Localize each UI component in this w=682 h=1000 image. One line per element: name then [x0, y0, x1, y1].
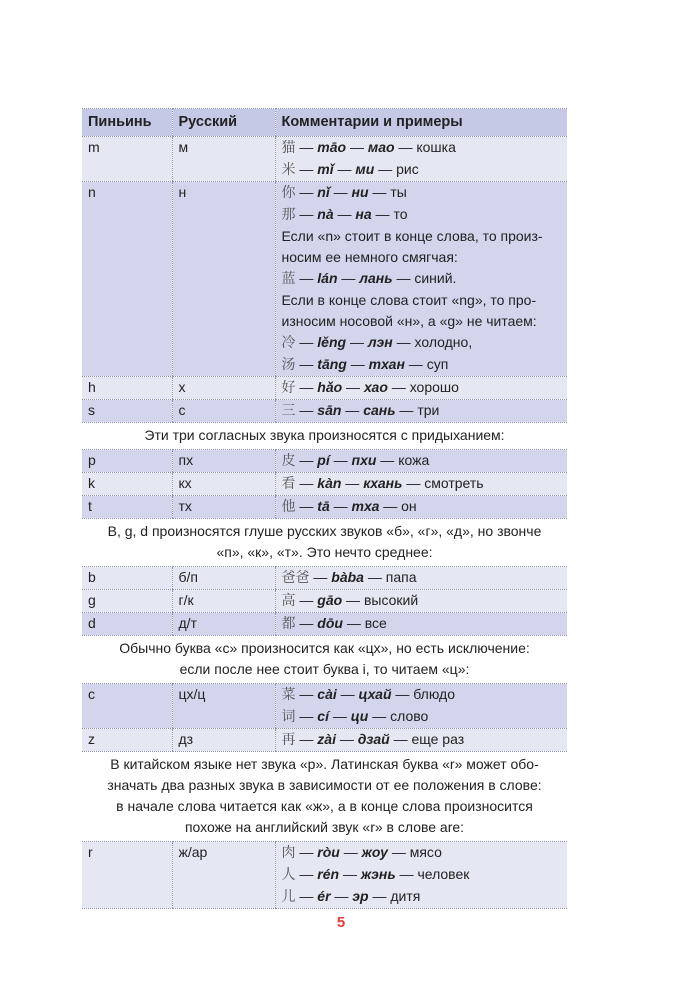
note-line: Обычно буква «c» произносится как «цх», но есть исключение:: [119, 640, 530, 656]
pinyin-reading: bàba: [331, 569, 364, 585]
russian-reading: дзай: [357, 731, 390, 747]
pinyin-reading: cí: [317, 708, 329, 724]
russian-cell: пх: [172, 450, 275, 473]
example-line: 皮 — pí — пхи — кожа: [281, 452, 430, 469]
note-line: значать два разных звука в зависимости от ее положения в слове:: [107, 777, 542, 793]
examples-cell: [275, 377, 567, 400]
example-line: 高 — gāo — высокий: [281, 592, 419, 609]
pinyin-cell: k: [82, 473, 172, 496]
consonant-table: [82, 566, 567, 636]
russian-cell: н: [172, 182, 275, 377]
russian-reading: ци: [350, 708, 369, 724]
pinyin-reading: kàn: [317, 475, 342, 491]
header-col1: Пиньинь: [82, 109, 172, 137]
hanzi: 猫: [281, 140, 296, 156]
russian-reading: кхань: [363, 475, 403, 491]
pinyin-reading: tāng: [317, 356, 347, 372]
table-row: [82, 613, 567, 636]
examples-cell: [275, 613, 567, 636]
section-note: [82, 423, 567, 449]
pinyin-reading: ròu: [317, 844, 340, 860]
pinyin-reading: sān: [317, 402, 342, 418]
russian-reading: эр: [352, 888, 369, 904]
russian-cell: б/п: [172, 567, 275, 590]
example-line: 汤 — tāng — тхан — суп: [281, 356, 449, 373]
meaning: все: [364, 615, 387, 631]
table-header-row: [82, 109, 567, 137]
header-col3: Комментарии и примеры: [275, 109, 567, 137]
pinyin-reading: nǐ: [317, 184, 330, 200]
consonant-table: [82, 683, 567, 752]
hanzi: 好: [281, 380, 296, 396]
russian-reading: лэн: [367, 334, 393, 350]
russian-reading: ми: [355, 161, 375, 177]
note-line: похоже на английский звук «r» в слове are:: [184, 819, 465, 835]
meaning: синий.: [414, 270, 457, 286]
hanzi: 你: [281, 185, 296, 201]
note-line: «п», «к», «т». Это нечто среднее:: [216, 544, 433, 560]
meaning: высокий: [363, 592, 419, 608]
table-row: [82, 729, 567, 752]
examples-cell: [275, 590, 567, 613]
hanzi: 他: [281, 499, 296, 515]
russian-cell: дз: [172, 729, 275, 752]
hanzi: 高: [281, 593, 296, 609]
meaning: он: [401, 498, 417, 514]
example-line: [282, 226, 562, 247]
pinyin-reading: nà: [317, 206, 334, 222]
pinyin-cell: s: [82, 400, 172, 423]
example-line: 三 — sān — сань — три: [281, 402, 440, 419]
russian-reading: пхи: [351, 452, 377, 468]
pinyin-reading: cài: [317, 686, 337, 702]
pinyin-reading: lán: [317, 270, 338, 286]
example-line: 词 — cí — ци — слово: [281, 708, 429, 725]
page-number: 5: [336, 914, 346, 931]
hanzi: 汤: [281, 357, 296, 373]
pinyin-cell: d: [82, 613, 172, 636]
meaning: смотреть: [424, 475, 484, 491]
examples-cell: [275, 729, 567, 752]
table-row: [82, 567, 567, 590]
comment-text: носим ее немного смягчая:: [281, 249, 458, 265]
russian-reading: жоу: [361, 844, 388, 860]
russian-reading: лань: [359, 270, 393, 286]
meaning: ты: [390, 184, 407, 200]
russian-cell: тх: [172, 496, 275, 519]
table-row: [82, 473, 567, 496]
section-note: [82, 752, 567, 841]
meaning: то: [393, 206, 408, 222]
example-line: 蓝 — lán — лань — синий.: [281, 270, 457, 287]
pinyin-cell: b: [82, 567, 172, 590]
pinyin-reading: pí: [317, 452, 330, 468]
meaning: хорошо: [409, 379, 459, 395]
russian-cell: г/к: [172, 590, 275, 613]
consonant-table: [82, 449, 567, 519]
example-line: 米 — mǐ — ми — рис: [281, 161, 419, 178]
table-row: [82, 684, 567, 729]
hanzi: 皮: [281, 453, 296, 469]
section-note: [82, 519, 567, 566]
hanzi: 肉: [281, 845, 296, 861]
hanzi: 米: [281, 162, 296, 178]
meaning: слово: [390, 708, 429, 724]
meaning: мясо: [409, 844, 442, 860]
hanzi: 蓝: [281, 271, 296, 287]
example-line: 菜 — cài — цхай — блюдо: [281, 686, 456, 703]
example-line: 好 — hǎo — хао — хорошо: [281, 379, 459, 396]
meaning: кошка: [416, 139, 456, 155]
examples-cell: [275, 137, 567, 182]
comment-text: Если в конце слова стоит «ng», то про-: [281, 292, 537, 308]
pinyin-reading: tā: [317, 498, 330, 514]
pinyin-cell: c: [82, 684, 172, 729]
pinyin-cell: t: [82, 496, 172, 519]
table-row: [82, 137, 567, 182]
comment-text: износим носовой «н», а «g» не читаем:: [281, 313, 537, 329]
table-row: [82, 182, 567, 377]
hanzi: 爸爸: [281, 570, 310, 586]
hanzi: 人: [281, 867, 296, 883]
example-line: 他 — tā — тха — он: [281, 498, 417, 515]
russian-cell: цх/ц: [172, 684, 275, 729]
comment-text: Если «n» стоит в конце слова, то произ-: [281, 228, 543, 244]
russian-reading: хао: [363, 379, 388, 395]
example-line: [282, 247, 562, 268]
meaning: три: [417, 402, 440, 418]
meaning: папа: [385, 569, 417, 585]
pinyin-reading: lěng: [317, 334, 347, 350]
hanzi: 那: [281, 207, 296, 223]
russian-reading: тха: [351, 498, 380, 514]
examples-cell: [275, 567, 567, 590]
hanzi: 儿: [281, 889, 296, 905]
russian-cell: ж/ар: [172, 842, 275, 909]
russian-cell: м: [172, 137, 275, 182]
note-line: если после нее стоит буква i, то читаем «ц»:: [179, 661, 470, 677]
example-line: 都 — dōu — все: [281, 615, 387, 632]
meaning: человек: [417, 866, 470, 882]
consonant-table-block: [82, 108, 567, 909]
table-row: [82, 590, 567, 613]
section-note: [82, 636, 567, 683]
note-line: B, g, d произносятся глуше русских звуков «б», «г», «д», но звонче: [107, 523, 542, 539]
examples-cell: [275, 182, 567, 377]
examples-cell: [275, 473, 567, 496]
note-line: В китайском языке нет звука «р». Латинская буква «r» может обо-: [110, 756, 539, 772]
example-line: 再 — zài — дзай — еще раз: [281, 731, 465, 748]
note-line: Эти три согласных звука произносятся с придыханием:: [144, 427, 505, 443]
table-row: [82, 842, 567, 909]
hanzi: 看: [281, 476, 296, 492]
meaning: еще раз: [411, 731, 465, 747]
pinyin-cell: p: [82, 450, 172, 473]
table-row: [82, 450, 567, 473]
example-line: 冷 — lěng — лэн — холодно,: [281, 334, 473, 351]
example-line: 看 — kàn — кхань — смотреть: [281, 475, 484, 492]
russian-reading: жэнь: [360, 866, 396, 882]
header-col2: Русский: [172, 109, 275, 137]
example-line: [282, 290, 562, 311]
russian-cell: кх: [172, 473, 275, 496]
pinyin-reading: gāo: [317, 592, 343, 608]
pinyin-cell: h: [82, 377, 172, 400]
meaning: кожа: [398, 452, 430, 468]
pinyin-reading: māo: [317, 139, 347, 155]
meaning: суп: [426, 356, 449, 372]
pinyin-reading: zài: [317, 731, 336, 747]
table-row: [82, 496, 567, 519]
hanzi: 词: [281, 709, 296, 725]
pinyin-reading: hǎo: [317, 379, 343, 395]
example-line: [282, 311, 562, 332]
example-line: 你 — nǐ — ни — ты: [281, 184, 407, 201]
meaning: холодно,: [414, 334, 473, 350]
meaning: рис: [396, 161, 419, 177]
example-line: 爸爸 — bàba — папа: [281, 569, 417, 586]
examples-cell: [275, 842, 567, 909]
pinyin-cell: z: [82, 729, 172, 752]
table-row: [82, 400, 567, 423]
examples-cell: [275, 684, 567, 729]
pinyin-reading: dōu: [317, 615, 343, 631]
example-line: 人 — rén — жэнь — человек: [281, 866, 470, 883]
russian-reading: сань: [363, 402, 396, 418]
examples-cell: [275, 400, 567, 423]
pinyin-reading: mǐ: [317, 161, 334, 177]
russian-cell: д/т: [172, 613, 275, 636]
note-line: в начале слова читается как «ж», а в конце слова произносится: [116, 798, 533, 814]
russian-reading: цхай: [358, 686, 392, 702]
consonant-table: [82, 841, 567, 909]
pinyin-reading: rén: [317, 866, 340, 882]
examples-cell: [275, 496, 567, 519]
examples-cell: [275, 450, 567, 473]
russian-reading: ни: [351, 184, 369, 200]
example-line: 肉 — ròu — жоу — мясо: [281, 844, 442, 861]
consonant-table: [82, 108, 567, 423]
pinyin-cell: n: [82, 182, 172, 377]
hanzi: 都: [281, 616, 296, 632]
example-line: 那 — nà — на — то: [281, 206, 408, 223]
meaning: дитя: [390, 888, 421, 904]
russian-reading: мао: [367, 139, 395, 155]
hanzi: 再: [281, 732, 296, 748]
hanzi: 三: [281, 403, 296, 419]
hanzi: 冷: [281, 335, 296, 351]
hanzi: 菜: [281, 687, 296, 703]
pinyin-cell: g: [82, 590, 172, 613]
example-line: 猫 — māo — мао — кошка: [281, 139, 456, 156]
russian-reading: на: [355, 206, 372, 222]
russian-reading: тхан: [368, 356, 405, 372]
meaning: блюдо: [413, 686, 456, 702]
pinyin-cell: r: [82, 842, 172, 909]
table-row: [82, 377, 567, 400]
pinyin-reading: ér: [317, 888, 331, 904]
example-line: 儿 — ér — эр — дитя: [281, 888, 421, 905]
pinyin-cell: m: [82, 137, 172, 182]
russian-cell: с: [172, 400, 275, 423]
russian-cell: х: [172, 377, 275, 400]
